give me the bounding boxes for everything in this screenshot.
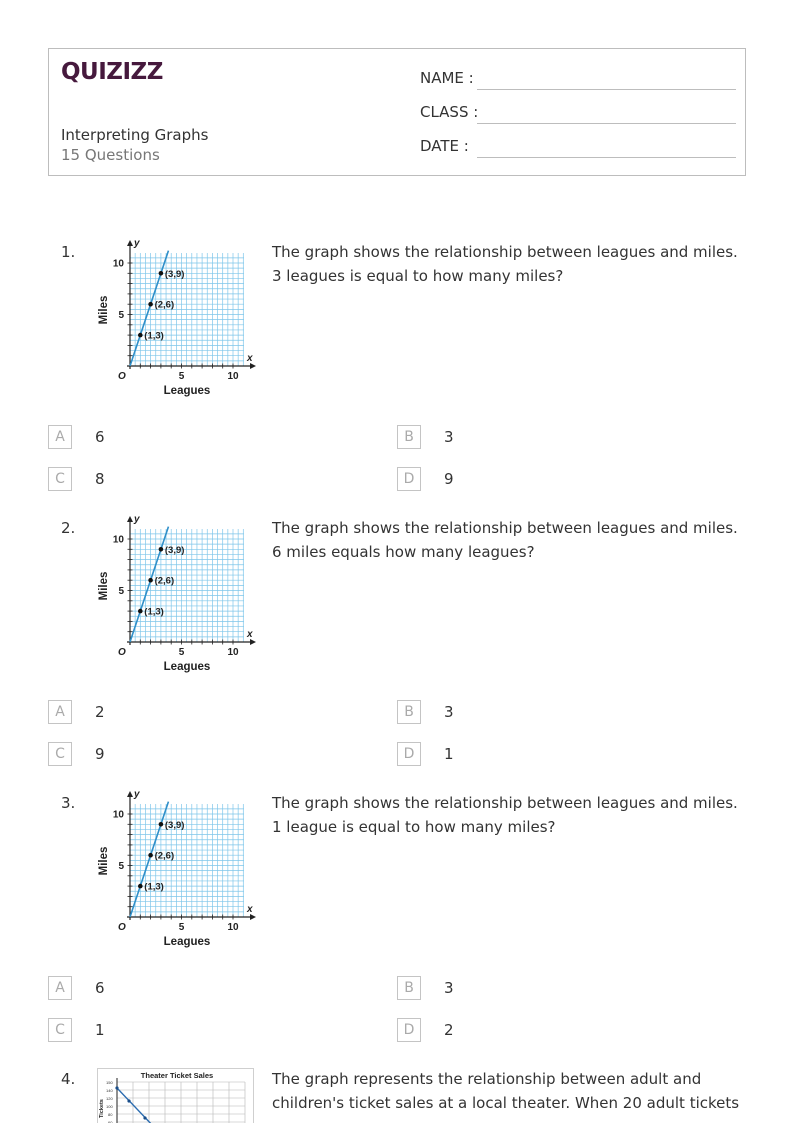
question-text: The graph shows the relationship between leagues and miles. 6 miles equals how many leagues? bbox=[272, 519, 738, 561]
y-var-label: y bbox=[134, 514, 140, 525]
option-d-box[interactable]: D bbox=[397, 1018, 421, 1042]
y-tick-label: 5 bbox=[118, 310, 124, 321]
y-tick-label: 10 bbox=[112, 534, 124, 546]
option-c-box[interactable]: C bbox=[48, 467, 72, 491]
option-c-text[interactable]: 9 bbox=[95, 745, 105, 763]
theater-ticket-sales-graph bbox=[97, 1068, 254, 1123]
point-label: (1,3) bbox=[144, 330, 164, 342]
data-point bbox=[138, 884, 143, 889]
data-point bbox=[138, 609, 143, 614]
question-text: The graph represents the relationship between adult and children's ticket sales at a local theater. When 20 adult tickets bbox=[272, 1070, 740, 1112]
svg-text:140: 140 bbox=[106, 1088, 113, 1093]
x-var-label: x bbox=[247, 904, 253, 915]
x-tick-label: 10 bbox=[227, 647, 239, 658]
class-field[interactable] bbox=[420, 103, 736, 127]
svg-text:120: 120 bbox=[106, 1096, 113, 1101]
date-line bbox=[477, 157, 736, 158]
leagues-miles-graph bbox=[94, 787, 262, 951]
option-c-box[interactable]: C bbox=[48, 742, 72, 766]
origin-label: O bbox=[118, 922, 126, 933]
y-axis-arrow bbox=[127, 240, 133, 246]
name-field[interactable] bbox=[420, 69, 736, 93]
x-var-label: x bbox=[247, 629, 253, 640]
option-a-text[interactable]: 6 bbox=[95, 428, 105, 446]
x-tick-label: 5 bbox=[178, 922, 185, 933]
date-field[interactable] bbox=[420, 137, 736, 161]
option-c-text[interactable]: 8 bbox=[95, 470, 105, 488]
data-point bbox=[148, 853, 153, 858]
theater-point bbox=[127, 1099, 130, 1102]
option-c-box[interactable]: C bbox=[48, 1018, 72, 1042]
question-number: 3. bbox=[61, 794, 76, 812]
origin-label: O bbox=[118, 371, 126, 382]
point-label: (3,9) bbox=[164, 544, 185, 556]
option-d-box[interactable]: D bbox=[397, 742, 421, 766]
data-point bbox=[159, 547, 164, 552]
option-a-text[interactable]: 6 bbox=[95, 979, 105, 997]
svg-text:150: 150 bbox=[106, 1080, 113, 1085]
option-d-text[interactable]: 2 bbox=[444, 1021, 454, 1039]
quizizz-logo: QUIZIZZ bbox=[61, 59, 163, 85]
data-point bbox=[148, 578, 153, 583]
data-point bbox=[148, 302, 153, 307]
leagues-miles-graph bbox=[94, 236, 262, 400]
x-axis-title: Leagues bbox=[163, 936, 211, 948]
y-axis-arrow bbox=[127, 791, 133, 797]
y-axis-title: Miles bbox=[98, 295, 110, 325]
option-d-text[interactable]: 9 bbox=[444, 470, 454, 488]
name-line bbox=[477, 89, 736, 90]
theater-point bbox=[115, 1086, 118, 1089]
option-a-box[interactable]: A bbox=[48, 700, 72, 724]
data-point bbox=[159, 271, 164, 276]
point-label: (2,6) bbox=[154, 299, 175, 311]
x-tick-label: 10 bbox=[227, 922, 239, 933]
x-tick-label: 5 bbox=[178, 371, 185, 382]
option-b-box[interactable]: B bbox=[397, 700, 421, 724]
option-d-box[interactable]: D bbox=[397, 467, 421, 491]
data-point bbox=[138, 333, 143, 338]
question-number: 4. bbox=[61, 1070, 76, 1088]
theater-y-label: Tickets bbox=[99, 1099, 105, 1118]
worksheet-header bbox=[48, 48, 746, 176]
x-tick-label: 5 bbox=[178, 647, 185, 658]
option-d-text[interactable]: 1 bbox=[444, 745, 454, 763]
point-label: (3,9) bbox=[164, 268, 185, 280]
x-var-label: x bbox=[247, 353, 253, 364]
y-var-label: y bbox=[134, 238, 140, 249]
option-a-box[interactable]: A bbox=[48, 425, 72, 449]
theater-point bbox=[143, 1116, 146, 1119]
theater-graph-title: Theater Ticket Sales bbox=[140, 1071, 214, 1080]
option-b-box[interactable]: B bbox=[397, 425, 421, 449]
question-text: The graph shows the relationship between leagues and miles. 1 league is equal to how many miles? bbox=[272, 794, 738, 836]
x-axis-title: Leagues bbox=[163, 385, 211, 397]
class-line bbox=[477, 123, 736, 124]
svg-text:60: 60 bbox=[108, 1120, 113, 1123]
question-number: 1. bbox=[61, 243, 76, 261]
y-tick-label: 5 bbox=[118, 586, 124, 597]
y-tick-label: 10 bbox=[112, 258, 124, 270]
option-b-box[interactable]: B bbox=[397, 976, 421, 1000]
data-point bbox=[159, 822, 164, 827]
point-label: (1,3) bbox=[144, 881, 164, 893]
class-label: CLASS : bbox=[420, 103, 479, 121]
y-axis-title: Miles bbox=[98, 571, 110, 601]
point-label: (2,6) bbox=[154, 575, 175, 587]
x-axis-title: Leagues bbox=[163, 661, 211, 673]
y-axis-arrow bbox=[127, 516, 133, 522]
origin-label: O bbox=[118, 647, 126, 658]
leagues-miles-graph bbox=[94, 512, 262, 676]
option-a-text[interactable]: 2 bbox=[95, 703, 105, 721]
x-tick-label: 10 bbox=[227, 371, 239, 382]
point-label: (2,6) bbox=[154, 850, 175, 862]
question-text: The graph shows the relationship between leagues and miles. 3 leagues is equal to how many miles? bbox=[272, 243, 738, 285]
y-var-label: y bbox=[134, 789, 140, 800]
worksheet-title: Interpreting Graphs bbox=[61, 126, 209, 144]
question-number: 2. bbox=[61, 519, 76, 537]
name-label: NAME : bbox=[420, 69, 474, 87]
point-label: (1,3) bbox=[144, 606, 164, 618]
y-axis-title: Miles bbox=[98, 846, 110, 876]
option-c-text[interactable]: 1 bbox=[95, 1021, 105, 1039]
svg-text:80: 80 bbox=[108, 1112, 113, 1117]
date-label: DATE : bbox=[420, 137, 469, 155]
point-label: (3,9) bbox=[164, 819, 185, 831]
y-tick-label: 5 bbox=[118, 861, 124, 872]
question-count: 15 Questions bbox=[61, 146, 160, 164]
y-tick-label: 10 bbox=[112, 809, 124, 821]
svg-text:100: 100 bbox=[106, 1104, 113, 1109]
option-b-text[interactable]: 3 bbox=[444, 703, 454, 721]
option-b-text[interactable]: 3 bbox=[444, 428, 454, 446]
option-a-box[interactable]: A bbox=[48, 976, 72, 1000]
option-b-text[interactable]: 3 bbox=[444, 979, 454, 997]
